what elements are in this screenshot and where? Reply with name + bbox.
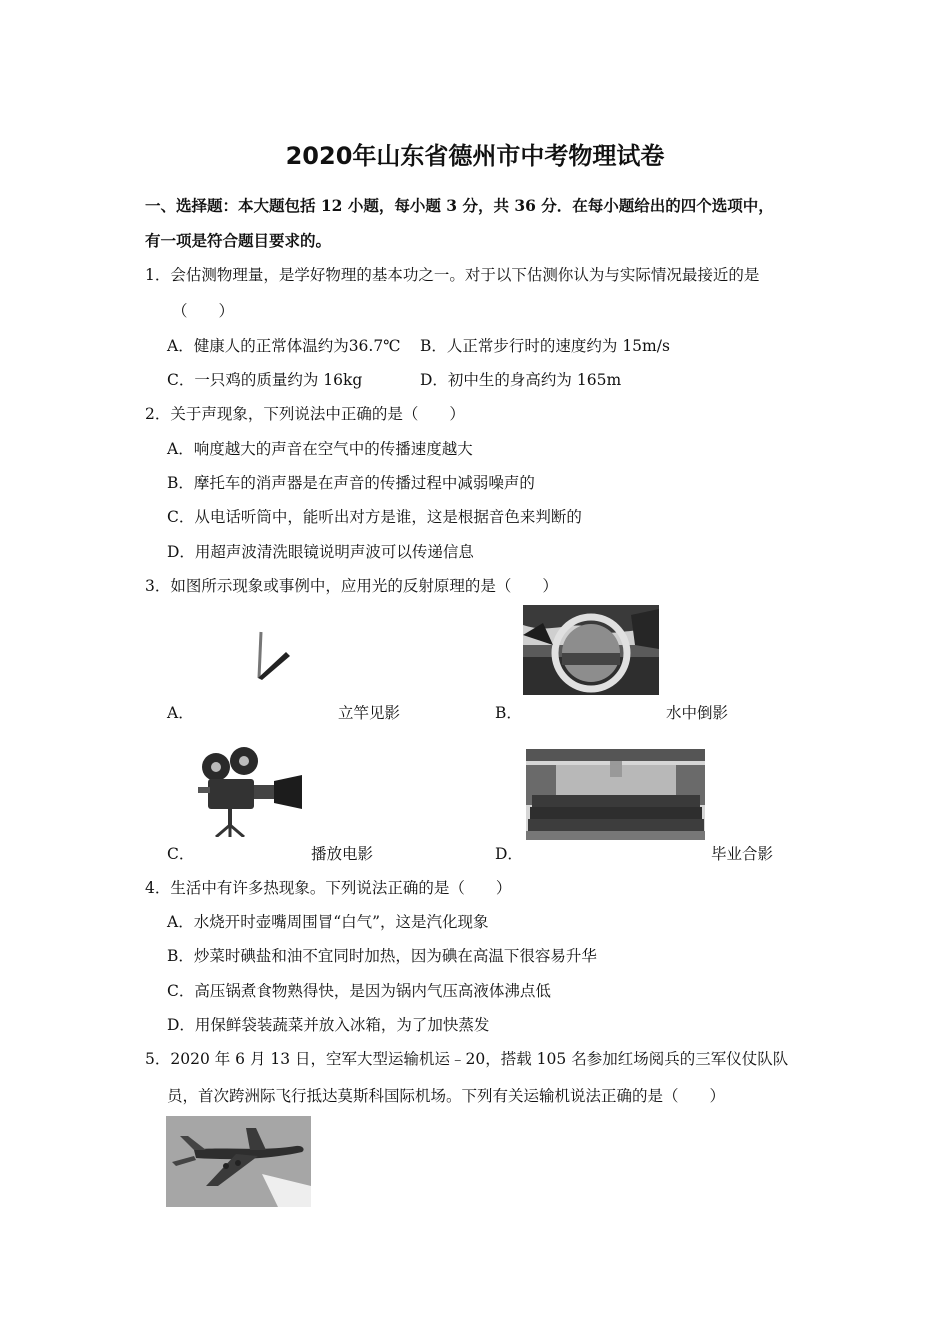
q5-stem-line-2: 员，首次跨洲际飞行抵达莫斯科国际机场。下列有关运输机说法正确的是（ ） xyxy=(167,1087,726,1105)
section-heading-line-2: 有一项是符合题目要求的。 xyxy=(145,231,332,250)
q3-option-b-caption: 水中倒影 xyxy=(666,704,729,722)
q3-option-a-letter: A． xyxy=(167,704,194,722)
film-projector-image xyxy=(194,745,306,837)
q4-option-b: B．炒菜时碘盐和油不宜同时加热，因为碘在高温下很容易升华 xyxy=(167,947,597,965)
q2-stem: 2．关于声现象，下列说法中正确的是（ ） xyxy=(145,405,465,423)
q3-option-c-letter: C． xyxy=(167,845,195,863)
q4-stem: 4．生活中有许多热现象。下列说法正确的是（ ） xyxy=(145,879,512,897)
q3-option-c-caption: 播放电影 xyxy=(311,845,374,863)
q3-option-d-letter: D． xyxy=(495,845,523,863)
q3-option-b-letter: B． xyxy=(495,704,522,722)
q3-stem: 3．如图所示现象或事例中，应用光的反射原理的是（ ） xyxy=(145,577,558,595)
graduation-photo-image xyxy=(526,749,705,840)
q4-option-c: C．高压锅煮食物熟得快，是因为锅内气压高液体沸点低 xyxy=(167,982,551,1000)
q2-option-c: C．从电话听筒中，能听出对方是谁，这是根据音色来判断的 xyxy=(167,508,582,526)
q1-option-a: A．健康人的正常体温约为36.7℃ xyxy=(167,337,401,355)
page-title: 2020年山东省德州市中考物理试卷 xyxy=(285,142,665,170)
q3-option-a-caption: 立竿见影 xyxy=(338,704,401,722)
q2-option-d: D．用超声波清洗眼镜说明声波可以传递信息 xyxy=(167,543,474,561)
q3-option-d-caption: 毕业合影 xyxy=(711,845,774,863)
q1-option-c: C．一只鸡的质量约为 16kg xyxy=(167,371,363,389)
transport-aircraft-image xyxy=(166,1116,311,1207)
q4-option-a: A．水烧开时壶嘴周围冒“白气”，这是汽化现象 xyxy=(167,913,489,931)
q1-option-b: B．人正常步行时的速度约为 15m/s xyxy=(420,337,670,355)
q2-option-b: B．摩托车的消声器是在声音的传播过程中减弱噪声的 xyxy=(167,474,535,492)
q4-option-d: D．用保鲜袋装蔬菜并放入冰箱，为了加快蒸发 xyxy=(167,1016,490,1034)
q1-stem-bracket: （ ） xyxy=(172,302,235,320)
pole-shadow-image xyxy=(252,628,294,682)
q2-option-a: A．响度越大的声音在空气中的传播速度越大 xyxy=(167,440,473,458)
water-reflection-image xyxy=(523,605,659,695)
q1-option-d: D．初中生的身高约为 165m xyxy=(420,371,622,389)
section-heading-line-1: 一、选择题：本大题包括 12 小题，每小题 3 分，共 36 分．在每小题给出的四个选项中， xyxy=(145,196,774,215)
q1-stem: 1．会估测物理量，是学好物理的基本功之一。对于以下估测你认为与实际情况最接近的是 xyxy=(145,266,760,284)
q5-stem-line-1: 5．2020 年 6 月 13 日，空军大型运输机运﹣20，搭载 105 名参加红场阅兵的三军仪仗队队 xyxy=(145,1050,789,1068)
